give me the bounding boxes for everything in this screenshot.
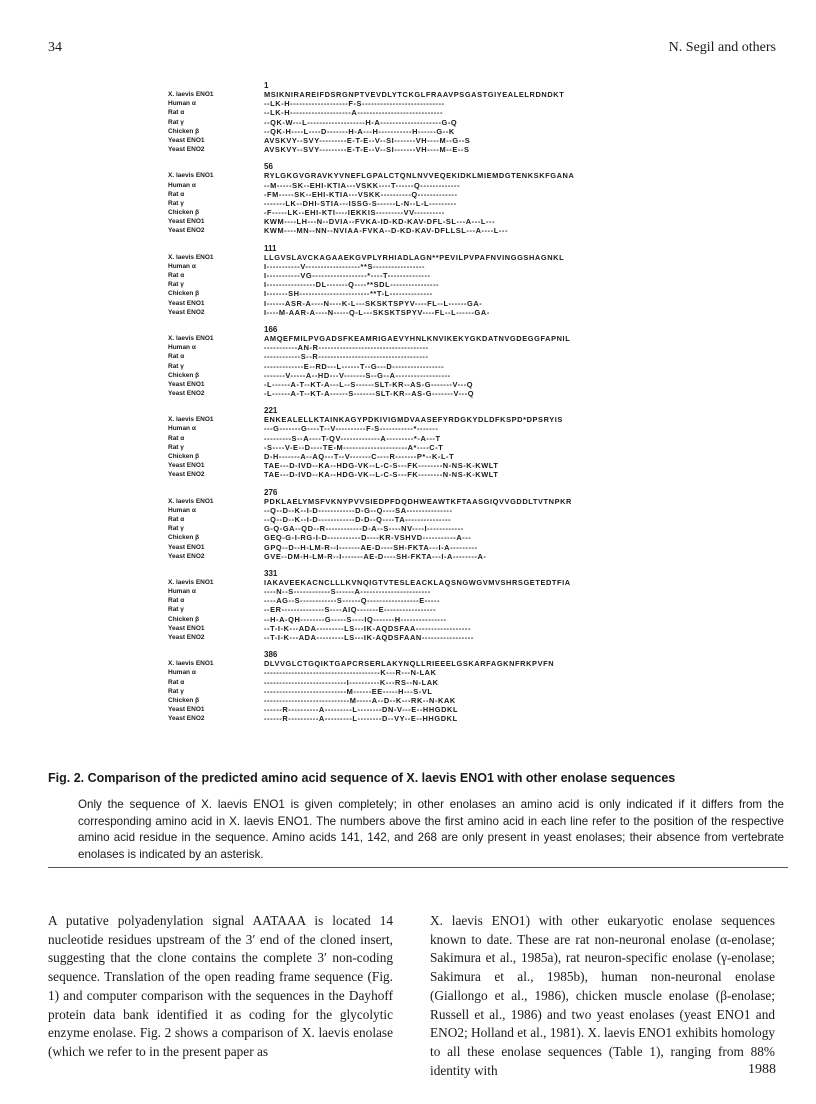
amino-acid-sequence: AVSKVY--SVY---------E-T-E--V--SI-------VH----M--E--S bbox=[264, 145, 470, 155]
amino-acid-sequence: ---------------------------I----------K---RS--N-LAK bbox=[264, 677, 439, 687]
amino-acid-sequence: KWM----MN--NN--NVIAA-FVKA--D-KD-KAV-DFLLSL---A----L--- bbox=[264, 226, 509, 236]
species-name: Rat α bbox=[168, 109, 185, 117]
amino-acid-sequence: TAE---D-IVD--KA--HDG-VK--L-C-S---FK--------N-NS-K-KWLT bbox=[264, 470, 499, 480]
alignment-row bbox=[168, 118, 778, 127]
page-number: 34 bbox=[48, 40, 62, 55]
alignment-row bbox=[168, 633, 778, 642]
body-text-left-column: A putative polyadenylation signal AATAAA is located 14 nucleotide residues upstream of the 3′ end of the cloned insert, suggesting that the clone contains the complete 3′ non-coding sequence. Translation of the open reading frame sequence (Fig. 1) and computer comparison with the sequences in the Dayhoff protein data bank identified it as coding for the glycolytic enzyme enolase. Fig. 2 shows a comparison of X. laevis enolase (which we refer to in the present paper as bbox=[48, 913, 393, 1059]
alignment-row bbox=[168, 424, 778, 433]
alignment-row bbox=[168, 515, 778, 524]
alignment-row bbox=[168, 289, 778, 298]
figure-caption-title: Fig. 2. Comparison of the predicted amino acid sequence of X. laevis ENO1 with other enolase sequences bbox=[48, 771, 676, 785]
alignment-row bbox=[168, 678, 778, 687]
amino-acid-sequence: ENKEALELLKTAINKAGYPDKIVIGMDVAASEFYRDGKYDLDFKSPD*DPSRYIS bbox=[264, 415, 563, 425]
amino-acid-sequence: MSIKNIRAREIFDSRGNPTVEVDLYTCKGLFRAAVPSGASTGIYEALELRDNDKT bbox=[264, 90, 565, 99]
amino-acid-sequence: I----------------DL-------Q----**SDL---------------- bbox=[264, 280, 440, 290]
alignment-row bbox=[168, 415, 778, 424]
alignment-row bbox=[168, 533, 778, 542]
species-name: Rat α bbox=[168, 190, 185, 198]
running-head: N. Segil and others bbox=[668, 40, 776, 55]
species-name: Human α bbox=[168, 588, 196, 596]
alignment-row bbox=[168, 596, 778, 605]
residue-position-label: 331 bbox=[264, 568, 278, 578]
species-name: Rat α bbox=[168, 597, 185, 605]
amino-acid-sequence: DLVVGLCTGQIKTGAPCRSERLAKYNQLLRIEEELGSKARFAGKNFRKPVFN bbox=[264, 659, 555, 669]
amino-acid-sequence: -----------AN-R------------------------------------ bbox=[264, 343, 429, 353]
alignment-row bbox=[168, 452, 778, 461]
amino-acid-sequence: AVSKVY--SVY---------E-T-E--V--SI-------VH----M--G--S bbox=[264, 135, 471, 145]
alignment-block bbox=[168, 489, 778, 561]
alignment-row bbox=[168, 389, 778, 398]
species-name: Rat γ bbox=[168, 118, 184, 126]
species-name: Human α bbox=[168, 262, 196, 270]
alignment-row bbox=[168, 587, 778, 596]
page-year: 1988 bbox=[748, 1062, 776, 1077]
caption-divider bbox=[48, 867, 788, 868]
species-name: X. laevis ENO1 bbox=[168, 416, 214, 424]
alignment-row bbox=[168, 299, 778, 308]
species-name: Chicken β bbox=[168, 696, 200, 704]
alignment-row bbox=[168, 615, 778, 624]
alignment-row bbox=[168, 199, 778, 208]
species-name: X. laevis ENO1 bbox=[168, 172, 214, 180]
alignment-row bbox=[168, 181, 778, 190]
amino-acid-sequence: G-Q-GA--QD--R------------D-A--S----NV----I------------ bbox=[264, 524, 464, 534]
alignment-row bbox=[168, 380, 778, 389]
amino-acid-sequence: GEQ-G-I-RG-I-D-----------D----KR-VSHVD-----------A--- bbox=[264, 533, 472, 543]
species-name: Yeast ENO2 bbox=[168, 552, 205, 560]
species-name: Rat γ bbox=[168, 525, 184, 533]
species-name: Yeast ENO1 bbox=[168, 136, 205, 144]
amino-acid-sequence: -FM-----SK--EHI-KTIA---VSKK----------Q------------- bbox=[264, 189, 458, 199]
alignment-block bbox=[168, 326, 778, 398]
residue-position-label: 111 bbox=[264, 243, 277, 253]
amino-acid-sequence: -S----V-E--D----TE-M---------------------A*----C-T bbox=[264, 442, 444, 452]
amino-acid-sequence: --T-I-K---ADA---------LS---IK-AQDSFAA------------------ bbox=[264, 623, 471, 633]
alignment-row bbox=[168, 705, 778, 714]
amino-acid-sequence: I----M-AAR-A----N-----Q-L---SKSKTSPYV----FL--L------GA- bbox=[264, 307, 490, 317]
species-name: Yeast ENO2 bbox=[168, 715, 205, 723]
amino-acid-sequence: -F-----LK--EHI-KTI----IEKKIS---------VV---------- bbox=[264, 208, 445, 218]
amino-acid-sequence: ---G-------G----T--V----------F-S-----------*------- bbox=[264, 424, 439, 434]
residue-position-label: 276 bbox=[264, 487, 278, 497]
amino-acid-sequence: LLGVSLAVCKAGAAEKGVPLYRHIADLAGN**PEVILPVPAFNVINGGSHAGNKL bbox=[264, 252, 565, 262]
alignment-row bbox=[168, 308, 778, 317]
alignment-row bbox=[168, 687, 778, 696]
species-name: Yeast ENO2 bbox=[168, 634, 205, 641]
alignment-block bbox=[168, 82, 778, 154]
amino-acid-sequence: -------V-----A--HD---V-------S--G--A------------------ bbox=[264, 370, 451, 380]
alignment-row bbox=[168, 668, 778, 677]
species-name: Human α bbox=[168, 181, 196, 189]
alignment-row bbox=[168, 578, 778, 587]
alignment-row bbox=[168, 696, 778, 705]
alignment-row bbox=[168, 208, 778, 217]
amino-acid-sequence: ---------S--A----T-QV-------------A---------*-A---T bbox=[264, 433, 441, 443]
species-name: Rat γ bbox=[168, 687, 184, 695]
species-name: Rat γ bbox=[168, 443, 184, 451]
body-text-right-column: X. laevis ENO1) with other eukaryotic enolase sequences known to date. These are rat non-neuronal enolase (α-enolase; Sakimura et al., 1985a), rat neuron-specific enolase (γ-enolase; Sakimura et al., 1985b), human non-neuronal enolase (Giallongo et al., 1986), chicken muscle enolase (β-enolase; Russell et al., 1986) and two yeast enolases (yeast ENO1 and ENO2; Holland et al., 1981). X. laevis ENO1 exhibits homology to all these enolase sequences (Table 1), ranging from 88% identity with bbox=[430, 913, 775, 1078]
amino-acid-sequence: -L------A-T--KT-A---L--S------SLT-KR--AS-G-------V---Q bbox=[264, 379, 474, 389]
residue-position-label: 166 bbox=[264, 324, 278, 334]
alignment-row bbox=[168, 217, 778, 226]
residue-position-label: 56 bbox=[264, 162, 273, 172]
alignment-row bbox=[168, 253, 778, 262]
species-name: Rat α bbox=[168, 353, 185, 361]
species-name: X. laevis ENO1 bbox=[168, 334, 214, 342]
alignment-row bbox=[168, 362, 778, 371]
alignment-row bbox=[168, 714, 778, 723]
alignment-block bbox=[168, 163, 778, 235]
amino-acid-sequence: --Q--D--K--I-D------------D-G--Q----SA--------------- bbox=[264, 505, 453, 515]
alignment-row bbox=[168, 334, 778, 343]
species-name: Yeast ENO1 bbox=[168, 624, 205, 632]
alignment-block bbox=[168, 407, 778, 479]
species-name: X. laevis ENO1 bbox=[168, 253, 214, 261]
amino-acid-sequence: --LK-H-------------------F-S--------------------------- bbox=[264, 99, 445, 109]
amino-acid-sequence: --T-I-K---ADA---------LS---IK-AQDSFAAN----------------- bbox=[264, 633, 474, 642]
amino-acid-sequence: RYLGKGVGRAVKYVNEFLGPALCTQNLNVVEQEKIDKLMIEMDGTENKSKFGANA bbox=[264, 171, 575, 181]
species-name: Chicken β bbox=[168, 453, 200, 460]
alignment-row bbox=[168, 99, 778, 108]
amino-acid-sequence: ----N--S------------S------A----------------------- bbox=[264, 587, 431, 597]
alignment-row bbox=[168, 90, 778, 99]
alignment-row bbox=[168, 624, 778, 633]
species-name: Rat γ bbox=[168, 606, 184, 614]
alignment-row bbox=[168, 271, 778, 280]
alignment-row bbox=[168, 605, 778, 614]
alignment-row bbox=[168, 470, 778, 479]
alignment-row bbox=[168, 127, 778, 136]
species-name: Chicken β bbox=[168, 615, 200, 623]
amino-acid-sequence: --ER--------------S----AIQ-------E----------------- bbox=[264, 605, 437, 615]
amino-acid-sequence: -L------A-T--KT-A------S-------SLT-KR--AS-G-------V---Q bbox=[264, 389, 475, 399]
species-name: Human α bbox=[168, 344, 196, 352]
species-name: Rat γ bbox=[168, 362, 184, 370]
species-name: X. laevis ENO1 bbox=[168, 578, 214, 586]
amino-acid-sequence: --H-A-QH--------G-----S----IQ-------H--------------- bbox=[264, 614, 447, 624]
species-name: Chicken β bbox=[168, 290, 200, 298]
species-name: Yeast ENO1 bbox=[168, 543, 205, 551]
species-name: Rat α bbox=[168, 434, 185, 442]
amino-acid-sequence: ------R----------A---------L--------DN-V---E--HHGDKL bbox=[264, 705, 459, 715]
alignment-row bbox=[168, 443, 778, 452]
alignment-row bbox=[168, 108, 778, 117]
alignment-row bbox=[168, 434, 778, 443]
alignment-row bbox=[168, 343, 778, 352]
amino-acid-sequence: I------ASR-A----N----K-L---SKSKTSPYV----FL--L------GA- bbox=[264, 298, 483, 308]
species-name: Rat γ bbox=[168, 199, 184, 207]
amino-acid-sequence: AMQEFMILPVGADSFKEAMRIGAEVYHNLKNVIKEKYGKDATNVGDEGGFAPNIL bbox=[264, 333, 571, 343]
species-name: Chicken β bbox=[168, 127, 200, 135]
alignment-row bbox=[168, 136, 778, 145]
alignment-row bbox=[168, 226, 778, 235]
alignment-row bbox=[168, 280, 778, 289]
species-name: X. laevis ENO1 bbox=[168, 660, 214, 668]
sequence-alignment-figure bbox=[168, 82, 778, 733]
species-name: Human α bbox=[168, 425, 196, 433]
amino-acid-sequence: GVE--DM-H-LM-R--I-------AE-D----SH-FKTA---I-A--------A- bbox=[264, 551, 487, 561]
species-name: X. laevis ENO1 bbox=[168, 91, 214, 98]
alignment-row bbox=[168, 371, 778, 380]
alignment-row bbox=[168, 506, 778, 515]
amino-acid-sequence: --QK-W---L-------------------H-A--------------------G-Q bbox=[264, 117, 458, 127]
residue-position-label: 1 bbox=[264, 81, 269, 90]
amino-acid-sequence: PDKLAELYMSFVKNYPVVSIEDPFDQDHWEAWTKFTAASGIQVVGDDLTVTNPKR bbox=[264, 496, 572, 506]
alignment-row bbox=[168, 497, 778, 506]
species-name: Rat α bbox=[168, 272, 185, 279]
amino-acid-sequence: --Q--D--K--I-D------------D-D--Q----TA--------------- bbox=[264, 514, 452, 524]
species-name: Yeast ENO2 bbox=[168, 471, 205, 479]
amino-acid-sequence: ---------------------------M------EE-----H---S-VL bbox=[264, 686, 433, 696]
species-name: Human α bbox=[168, 669, 196, 677]
amino-acid-sequence: D-H-------A--AQ---T--V-------C----R-------P*--K-L-T bbox=[264, 452, 455, 461]
alignment-row bbox=[168, 145, 778, 154]
species-name: Rat α bbox=[168, 515, 185, 523]
species-name: X. laevis ENO1 bbox=[168, 497, 214, 505]
amino-acid-sequence: ----AG--S------------S------Q-----------------E----- bbox=[264, 596, 441, 606]
amino-acid-sequence: I-----------V------------------**S----------------- bbox=[264, 261, 426, 271]
amino-acid-sequence: ------------S--R------------------------------------ bbox=[264, 352, 429, 362]
alignment-block bbox=[168, 245, 778, 317]
alignment-row bbox=[168, 352, 778, 361]
amino-acid-sequence: --------------------------------------K---R---N-LAK bbox=[264, 668, 437, 678]
figure-caption-body: Only the sequence of X. laevis ENO1 is given completely; in other enolases an amino acid is only indicated if it differs from the corresponding amino acid in X. laevis ENO1. The numbers above the first amino acid in each line refer to the position of the respective amino acid residue in the sequence. Amino acids 141, 142, and 268 are only present in yeast enolases; their absence from vertebrate enolases is indicated by an asterisk. bbox=[78, 798, 784, 861]
amino-acid-sequence: I-------SH-----------------------**T-L-------------- bbox=[264, 289, 433, 299]
amino-acid-sequence: I-----------VG------------------*----T-------------- bbox=[264, 271, 431, 280]
residue-position-label: 386 bbox=[264, 650, 278, 660]
species-name: Chicken β bbox=[168, 534, 200, 542]
species-name: Rat γ bbox=[168, 281, 184, 289]
residue-position-label: 221 bbox=[264, 406, 278, 416]
alignment-row bbox=[168, 552, 778, 561]
alignment-row bbox=[168, 659, 778, 668]
species-name: Chicken β bbox=[168, 371, 200, 379]
species-name: Yeast ENO2 bbox=[168, 390, 205, 398]
amino-acid-sequence: --M-----SK--EHI-KTIA---VSKK----T------Q------------- bbox=[264, 180, 461, 190]
amino-acid-sequence: --LK-H--------------------A---------------------------- bbox=[264, 108, 444, 118]
species-name: Yeast ENO2 bbox=[168, 308, 205, 316]
amino-acid-sequence: IAKAVEEKACNCLLLKVNQIGTVTESLEACKLAQSNGWGVMVSHRSGETEDTFIA bbox=[264, 577, 571, 587]
alignment-row bbox=[168, 524, 778, 533]
alignment-block bbox=[168, 651, 778, 723]
species-name: Yeast ENO1 bbox=[168, 462, 205, 470]
amino-acid-sequence: TAE---D-IVD--KA--HDG-VK--L-C-S---FK--------N-NS-K-KWLT bbox=[264, 461, 499, 471]
alignment-row bbox=[168, 262, 778, 271]
species-name: Human α bbox=[168, 506, 196, 514]
species-name: Yeast ENO1 bbox=[168, 706, 205, 714]
alignment-row bbox=[168, 171, 778, 180]
species-name: Yeast ENO2 bbox=[168, 227, 205, 235]
species-name: Yeast ENO1 bbox=[168, 380, 205, 388]
amino-acid-sequence: ------R----------A---------L--------D--VY--E--HHGDKL bbox=[264, 714, 458, 724]
amino-acid-sequence: ----------------------------M-----A--D--K---RK--N-KAK bbox=[264, 695, 456, 705]
alignment-row bbox=[168, 461, 778, 470]
species-name: Yeast ENO1 bbox=[168, 299, 205, 307]
species-name: Human α bbox=[168, 100, 196, 108]
species-name: Yeast ENO2 bbox=[168, 146, 205, 154]
alignment-row bbox=[168, 543, 778, 552]
alignment-row bbox=[168, 190, 778, 199]
species-name: Yeast ENO1 bbox=[168, 218, 205, 226]
amino-acid-sequence: GPQ--D--H-LM-R--I-------AE-D----SH-FKTA---I-A--------- bbox=[264, 542, 478, 552]
amino-acid-sequence: -------------E--RD---L------T--G---D----------------- bbox=[264, 361, 445, 371]
species-name: Chicken β bbox=[168, 209, 200, 217]
amino-acid-sequence: --QK-H----L----D-------H-A---H-----------H------G--K bbox=[264, 126, 455, 136]
amino-acid-sequence: -------LK--DHI-STIA---ISSG-S------L-N--L-L--------- bbox=[264, 198, 457, 208]
species-name: Rat α bbox=[168, 678, 185, 686]
alignment-block bbox=[168, 570, 778, 642]
amino-acid-sequence: KWM----LH---N--DVIA--FVKA-ID-KD-KAV-DFL-SL---A---L--- bbox=[264, 217, 496, 227]
